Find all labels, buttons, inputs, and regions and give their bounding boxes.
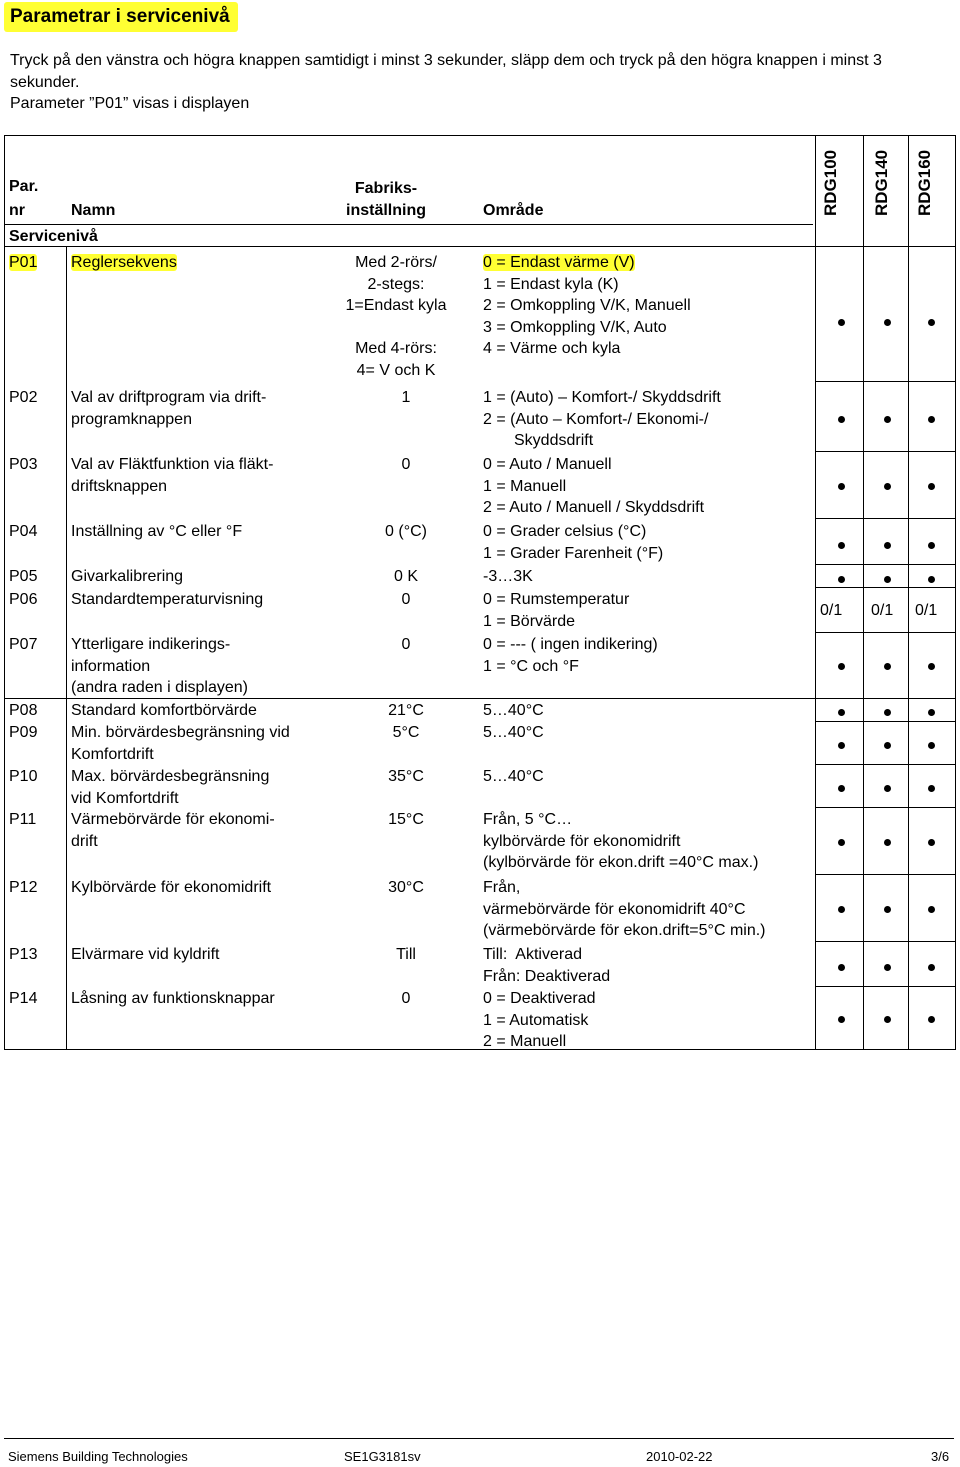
range-value: 0 = Grader celsius (°C) — [483, 523, 647, 540]
default-value: 0 — [401, 636, 411, 653]
range-value: 1 = Endast kyla (K) — [483, 275, 619, 293]
support-dot — [884, 319, 891, 326]
table-row — [5, 252, 955, 384]
param-number: P08 — [9, 702, 38, 719]
header-installning: inställning — [346, 202, 426, 219]
param-name: Komfortdrift — [71, 745, 154, 763]
param-name: Elvärmare vid kyldrift — [71, 946, 220, 963]
footer-date: 2010-02-22 — [646, 1449, 713, 1464]
support-dot — [884, 709, 891, 716]
header-fabriks: Fabriks- — [354, 180, 418, 197]
range-value: 1 = Börvärde — [483, 612, 576, 630]
param-number: P10 — [9, 768, 38, 785]
default-value: 35°C — [388, 768, 424, 785]
range-value: 0 = Endast värme (V) — [483, 254, 635, 271]
header-model-rdg100: RDG100 — [821, 149, 840, 216]
row-divider — [815, 986, 955, 987]
header-namn: Namn — [71, 202, 116, 219]
param-name: Val av Fläktfunktion via fläkt- — [71, 456, 274, 473]
range-value: 1 = Automatisk — [483, 1011, 589, 1029]
param-number: P04 — [9, 523, 38, 540]
default-value: 30°C — [388, 879, 424, 896]
param-number: P03 — [9, 456, 38, 473]
param-name: Val av driftprogram via drift- — [71, 389, 267, 406]
param-name: driftsknappen — [71, 477, 168, 495]
param-name: Reglersekvens — [71, 254, 177, 271]
support-dot — [838, 709, 845, 716]
support-dot — [838, 319, 845, 326]
range-value: 0 = Deaktiverad — [483, 990, 596, 1007]
header-model-rdg160: RDG160 — [915, 149, 934, 216]
range-value: 1 = Manuell — [483, 477, 567, 495]
param-name: Kylbörvärde för ekonomidrift — [71, 879, 272, 896]
param-number: P13 — [9, 946, 38, 963]
support-value: 0/1 — [871, 602, 894, 619]
footer-doc-id: SE1G3181sv — [344, 1449, 421, 1464]
footer-page-number: 3/6 — [931, 1449, 950, 1464]
support-dot — [884, 742, 891, 749]
header-model-rdg140: RDG140 — [872, 149, 891, 216]
range-value: kylbörvärde för ekonomidrift — [483, 832, 681, 850]
range-value: Från: Deaktiverad — [483, 967, 611, 985]
default-value: 4= V och K — [356, 361, 436, 379]
support-dot — [928, 839, 935, 846]
support-dot — [884, 663, 891, 670]
range-value: 2 = Manuell — [483, 1033, 567, 1050]
param-name: Värmebörvärde för ekonomi- — [71, 811, 275, 828]
intro-line-1: Tryck på den vänstra och högra knappen samtidigt i minst 3 sekunder, släpp dem och tryck på den högra knappen i minst 3 sekunder. — [10, 52, 882, 91]
param-number: P09 — [9, 724, 38, 741]
support-dot — [884, 839, 891, 846]
footer-company: Siemens Building Technologies — [8, 1449, 188, 1464]
row-divider — [815, 764, 955, 765]
row-divider — [815, 587, 955, 588]
header-omrade: Område — [483, 202, 544, 219]
range-value: 4 = Värme och kyla — [483, 340, 621, 357]
param-number: P05 — [9, 568, 38, 585]
support-dot — [884, 785, 891, 792]
range-value: Skyddsdrift — [514, 432, 594, 449]
default-value: Med 4-rörs: — [355, 340, 437, 357]
range-value: 3 = Omkoppling V/K, Auto — [483, 318, 667, 336]
param-name: programknappen — [71, 410, 192, 428]
param-name: drift — [71, 832, 98, 850]
default-value: 0 — [401, 990, 411, 1007]
support-dot — [928, 542, 935, 549]
support-value: 0/1 — [915, 602, 938, 619]
support-dot — [838, 663, 845, 670]
section-divider — [5, 246, 955, 247]
row-divider — [5, 698, 955, 699]
page-footer — [4, 1438, 954, 1464]
param-name: Givarkalibrering — [71, 568, 184, 585]
range-value: 0 = --- ( ingen indikering) — [483, 636, 658, 653]
param-name: Min. börvärdesbegränsning vid — [71, 724, 290, 741]
range-value: (värmebörvärde för ekon.drift=5°C min.) — [483, 922, 766, 939]
param-number: P07 — [9, 636, 38, 653]
support-dot — [928, 742, 935, 749]
support-dot — [928, 1016, 935, 1023]
support-value: 0/1 — [820, 602, 843, 619]
range-value: 5…40°C — [483, 768, 544, 785]
header-divider — [5, 224, 813, 225]
range-value: Från, — [483, 879, 521, 896]
param-number: P02 — [9, 389, 38, 406]
intro-text — [10, 50, 955, 115]
param-name: information — [71, 657, 151, 675]
default-value: 0 — [401, 456, 411, 473]
range-value: Till: Aktiverad — [483, 946, 582, 963]
support-dot — [884, 483, 891, 490]
range-value: 2 = Omkoppling V/K, Manuell — [483, 297, 691, 314]
row-divider — [815, 721, 955, 722]
support-dot — [928, 709, 935, 716]
param-number: P06 — [9, 591, 38, 608]
row-divider — [815, 807, 955, 808]
range-value: 0 = Auto / Manuell — [483, 456, 612, 473]
range-value: 2 = Auto / Manuell / Skyddsdrift — [483, 499, 705, 516]
range-value: 5…40°C — [483, 724, 544, 741]
support-dot — [884, 576, 891, 583]
param-number: P14 — [9, 990, 38, 1007]
support-dot — [884, 416, 891, 423]
support-dot — [928, 663, 935, 670]
param-number: P12 — [9, 879, 38, 896]
section-title: Servicenivå — [9, 228, 98, 245]
support-dot — [838, 576, 845, 583]
support-dot — [838, 542, 845, 549]
row-divider — [815, 451, 955, 452]
range-value: -3…3K — [483, 568, 533, 585]
range-value: värmebörvärde för ekonomidrift 40°C — [483, 900, 746, 918]
row-divider — [815, 518, 955, 519]
header-par: Par. — [9, 178, 39, 195]
intro-line-2: Parameter ”P01” visas i displayen — [10, 95, 250, 112]
range-value: 0 = Rumstemperatur — [483, 591, 630, 608]
range-value: 1 = Grader Farenheit (°F) — [483, 544, 664, 562]
support-dot — [928, 416, 935, 423]
support-dot — [928, 319, 935, 326]
table-header — [5, 176, 955, 246]
default-value: 5°C — [392, 724, 420, 741]
param-name: vid Komfortdrift — [71, 789, 179, 807]
row-divider — [815, 632, 955, 633]
support-dot — [884, 1016, 891, 1023]
default-value: 15°C — [388, 811, 424, 828]
parameter-table — [4, 135, 956, 1050]
header-nr: nr — [9, 202, 25, 219]
row-divider — [815, 381, 955, 382]
support-dot — [838, 742, 845, 749]
default-value: 0 — [401, 591, 411, 608]
param-number: P01 — [9, 254, 38, 271]
param-name: Ytterligare indikerings- — [71, 636, 231, 653]
default-value: 0 (°C) — [385, 523, 427, 540]
page-title: Parametrar i servicenivå — [4, 2, 238, 32]
range-value: 1 = (Auto) – Komfort-/ Skyddsdrift — [483, 389, 721, 406]
param-name: (andra raden i displayen) — [71, 679, 248, 696]
param-name: Max. börvärdesbegränsning — [71, 768, 270, 785]
support-dot — [884, 964, 891, 971]
support-dot — [838, 1016, 845, 1023]
support-dot — [928, 964, 935, 971]
support-dot — [838, 785, 845, 792]
range-value: 1 = °C och °F — [483, 657, 579, 675]
support-dot — [928, 576, 935, 583]
support-dot — [928, 785, 935, 792]
default-value: Till — [396, 946, 416, 963]
param-number: P11 — [9, 811, 37, 828]
default-value: 1 — [401, 389, 411, 406]
support-dot — [838, 964, 845, 971]
support-dot — [928, 483, 935, 490]
range-value: 5…40°C — [483, 702, 544, 719]
default-value: 2-stegs: — [367, 275, 425, 293]
support-dot — [838, 839, 845, 846]
default-value: 21°C — [388, 702, 424, 719]
param-name: Standard komfortbörvärde — [71, 702, 257, 719]
support-dot — [928, 906, 935, 913]
support-dot — [838, 416, 845, 423]
range-value: (kylbörvärde för ekon.drift =40°C max.) — [483, 854, 759, 871]
support-dot — [838, 483, 845, 490]
param-name: Standardtemperaturvisning — [71, 591, 264, 608]
range-value: Från, 5 °C… — [483, 811, 573, 828]
support-dot — [838, 906, 845, 913]
support-dot — [884, 542, 891, 549]
param-name: Inställning av °C eller °F — [71, 523, 243, 540]
row-divider — [815, 941, 955, 942]
param-name: Låsning av funktionsknappar — [71, 990, 275, 1007]
default-value: 0 K — [393, 568, 418, 585]
default-value: 1=Endast kyla — [345, 297, 447, 314]
row-divider — [815, 564, 955, 565]
row-divider — [815, 874, 955, 875]
default-value: Med 2-rörs/ — [355, 254, 437, 271]
support-dot — [884, 906, 891, 913]
range-value: 2 = (Auto – Komfort-/ Ekonomi-/ — [483, 410, 709, 428]
